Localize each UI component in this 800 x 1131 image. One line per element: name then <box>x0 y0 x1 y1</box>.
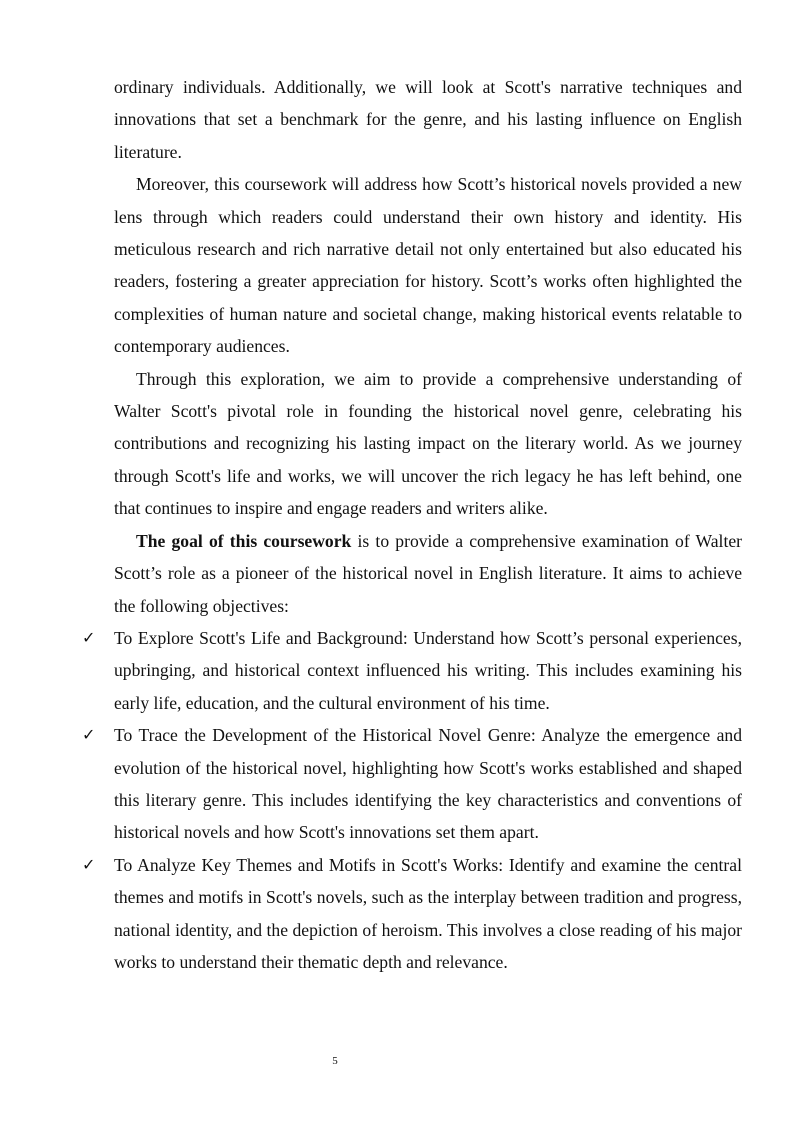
list-item <box>82 719 742 849</box>
objectives-list <box>82 622 742 978</box>
paragraph-exploration: Through this exploration, we aim to provide a comprehensive understanding of Walter Scott's pivotal role in founding the historical novel genre, celebrating his contributions and recognizing his lasting impact on the literary world. As we journey through Scott's life and works, we will uncover the rich legacy he has left behind, one that continues to inspire and engage readers and writers alike. <box>114 368 742 519</box>
checkmark-icon: ✓ <box>82 627 96 647</box>
objective-text: To Explore Scott's Life and Background: Understand how Scott’s personal experiences, upbringing, and historical context influenced his writing. This includes examining his early life, education, and the cultural environment of his time. <box>114 627 742 713</box>
list-item <box>82 622 742 719</box>
document-body <box>82 71 742 978</box>
page-number: 5 <box>332 1055 338 1067</box>
checkmark-icon: ✓ <box>82 854 96 874</box>
goal-heading-bold: The goal of this coursework <box>136 530 352 551</box>
paragraph-intro-continuation: ordinary individuals. Additionally, we will look at Scott's narrative techniques and innovations that set a benchmark for the genre, and his lasting influence on English literature. <box>114 77 742 162</box>
paragraph-goal <box>114 525 742 622</box>
objective-text: To Trace the Development of the Historical Novel Genre: Analyze the emergence and evolution of the historical novel, highlighting how Scott's works established and shaped this literary genre. This includes identifying the key characteristics and conventions of historical novels and how Scott's innovations set them apart. <box>114 725 742 843</box>
goal-text: is to provide a comprehensive examination of Walter Scott’s role as a pioneer of the historical novel in English literature. It aims to achieve the following objectives: <box>114 530 742 616</box>
list-item <box>82 849 742 979</box>
paragraph-moreover: Moreover, this coursework will address how Scott’s historical novels provided a new lens through which readers could understand their own history and identity. His meticulous research and rich narrative detail not only entertained but also educated his readers, fostering a greater appreciation for history. Scott’s works often highlighted the complexities of human nature and societal change, making historical events relatable to contemporary audiences. <box>114 174 742 357</box>
objective-text: To Analyze Key Themes and Motifs in Scott's Works: Identify and examine the central themes and motifs in Scott's novels, such as the interplay between tradition and progress, national identity, and the depiction of heroism. This involves a close reading of his major works to understand their thematic depth and relevance. <box>114 854 742 972</box>
checkmark-icon: ✓ <box>82 725 96 745</box>
